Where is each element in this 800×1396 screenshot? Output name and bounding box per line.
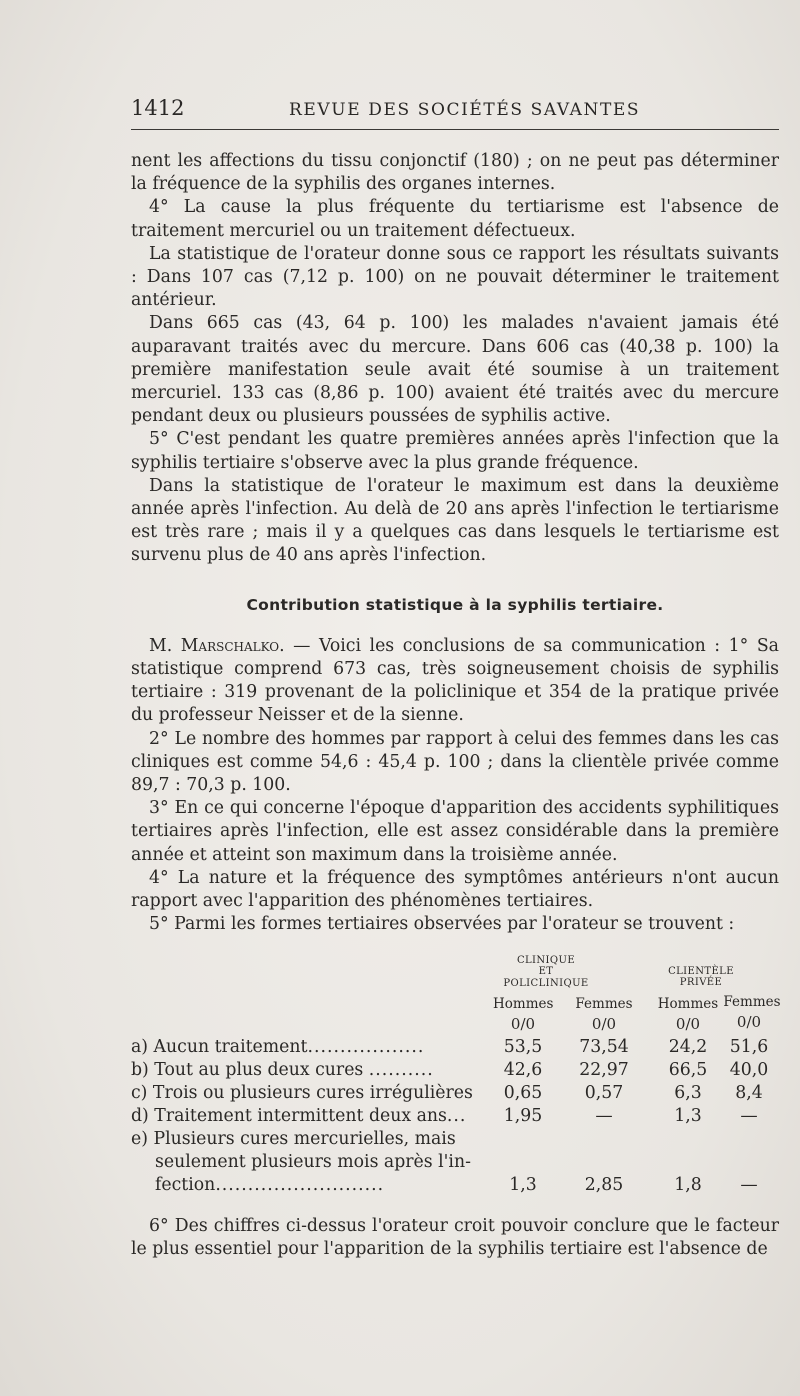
table-row [131,1082,779,1105]
table-cell: 6,3 [674,1082,702,1103]
row-label [131,1082,473,1105]
table-cell: — [740,1105,758,1126]
running-title: REVUE DES SOCIÉTÉS SAVANTES [289,100,641,120]
column-header: Hommes [657,995,719,1012]
table-cell: 66,5 [668,1059,708,1080]
table-cell: 73,54 [579,1036,629,1057]
leader-dots: ... [446,1105,467,1126]
header-rule [131,129,779,130]
table-cell: 22,97 [579,1059,629,1080]
article-body [131,150,779,1261]
paragraph: 5° C'est pendant les quatre premières années après l'infection que la syphilis tertiaire s'observe avec la plus grande fréquence. [131,429,779,473]
row-label-text: c) Trois ou plusieurs cures irrégulières [131,1082,473,1103]
table-cell: 0,65 [503,1082,543,1103]
paragraph: 4° La cause la plus fréquente du tertiarisme est l'absence de traitement mercuriel ou un traitement défectueux. [131,197,779,241]
page-header [131,96,779,126]
paragraph: 2° Le nombre des hommes par rapport à celui des femmes dans les cas cliniques est comme 54,6 : 45,4 p. 100 ; dans la clientèle privée comme 89,7 : 70,3 p. 100. [131,728,779,796]
table-cell: 53,5 [503,1036,543,1057]
paragraph: Dans la statistique de l'orateur le maximum est dans la deuxième année après l'infection. Au delà de 20 ans après l'infection le tertiarisme est très rare ; mais il y a quelques cas dans lesquels le tertiarisme est survenu plus de 40 ans après l'infection. [131,475,779,566]
paragraph: 6° Des chiffres ci-dessus l'orateur croit pouvoir conclure que le facteur le plus essentiel pour l'apparition de la syphilis tertiaire est l'absence de [131,1215,779,1259]
unit-label: 0/0 [510,1014,536,1033]
row-label-text: a) Aucun traitement [131,1036,308,1057]
group-header-privee [651,966,751,989]
row-label: e) Plusieurs cures mercurielles, mais [131,1128,456,1149]
unit-label: 0/0 [736,1012,762,1031]
table-cell: — [740,1174,758,1195]
group-header-line: POLICLINIQUE [503,977,589,989]
paragraph: La statistique de l'orateur donne sous ce rapport les résultats suivants : Dans 107 cas (7,12 p. 100) on ne pouvait déterminer le traitement antérieur. [131,243,779,311]
group-header-clinique [491,955,601,990]
table-cell: 1,8 [674,1174,702,1195]
author-name: M. Marschalko. [149,635,285,656]
column-header: Hommes [493,995,554,1012]
paragraph: 5° Parmi les formes tertiaires observées par l'orateur se trouvent : [149,914,735,935]
leader-dots: .................. [307,1036,425,1057]
group-header-line: PRIVÉE [679,977,723,988]
results-table [131,951,779,1193]
unit-label: 0/0 [675,1014,701,1033]
table-cell: 2,85 [584,1174,624,1195]
paragraph: 4° La nature et la fréquence des symptômes antérieurs n'ont aucun rapport avec l'apparition des phénomènes tertiaires. [131,867,779,912]
table-row [131,1128,779,1151]
group-header-line: ET [538,966,554,977]
table-row [131,1105,779,1128]
paragraph [131,635,779,728]
table-cell: 0,57 [584,1082,624,1103]
group-header-line: CLIENTÈLE [668,965,734,977]
row-label-text: b) Tout au plus deux cures [131,1059,364,1080]
row-label [131,1036,424,1059]
column-header: Femmes [575,995,633,1012]
table-cell: 1,3 [674,1105,702,1126]
row-label [131,1059,434,1082]
row-label-text: fection [155,1174,216,1195]
table-cell: 40,0 [729,1059,769,1080]
paragraph: 3° En ce qui concerne l'époque d'apparition des accidents syphilitiques tertiaires après l'infection, elle est assez considérable dans la première année et atteint son maximum dans la troisième année. [131,798,779,865]
table-cell: 24,2 [668,1036,708,1057]
group-header-line: CLINIQUE [516,954,576,966]
table-cell: 1,95 [503,1105,543,1126]
table-row [131,1059,779,1082]
unit-label: 0/0 [591,1014,617,1033]
paragraph: nent les affections du tissu conjonctif (180) ; on ne peut pas déterminer la fréquence de la syphilis des organes internes. [131,151,779,195]
section-title: Contribution statistique à la syphilis tertiaire. [246,595,664,614]
paragraph: Dans 665 cas (43, 64 p. 100) les malades n'avaient jamais été auparavant traités avec du mercure. Dans 606 cas (40,38 p. 100) la première manifestation seule avait été soumise à un traitement mercuriel. 133 cas (8,86 p. 100) avaient été traités avec du mercure pendant deux ou plusieurs poussées de syphilis active. [131,313,779,427]
table-cell: 1,3 [509,1174,537,1195]
row-label: seulement plusieurs mois après l'in- [155,1151,471,1172]
page-number: 1412 [131,96,185,120]
row-label [131,1105,466,1128]
table-cell: 8,4 [735,1082,763,1103]
table-cell: 42,6 [503,1059,543,1080]
table-cell: — [595,1105,613,1126]
row-label [155,1174,384,1197]
leader-dots: .......... [368,1059,434,1080]
row-label-text: d) Traitement intermittent deux ans [131,1105,447,1126]
column-header: Femmes [723,993,781,1010]
table-row [131,1036,779,1059]
paragraph-text: — Voici les conclusions de sa communication : 1° Sa statistique comprend 673 cas, très soigneusement choisis de syphilis tertiaire : 319 provenant de la policlinique et 354 de la pratique privée du professeur Neisser et de la sienne. [131,635,779,726]
table-row [131,1174,779,1197]
leader-dots: .......................... [215,1174,385,1195]
table-row [131,1151,779,1174]
table-cell: 51,6 [729,1036,769,1057]
